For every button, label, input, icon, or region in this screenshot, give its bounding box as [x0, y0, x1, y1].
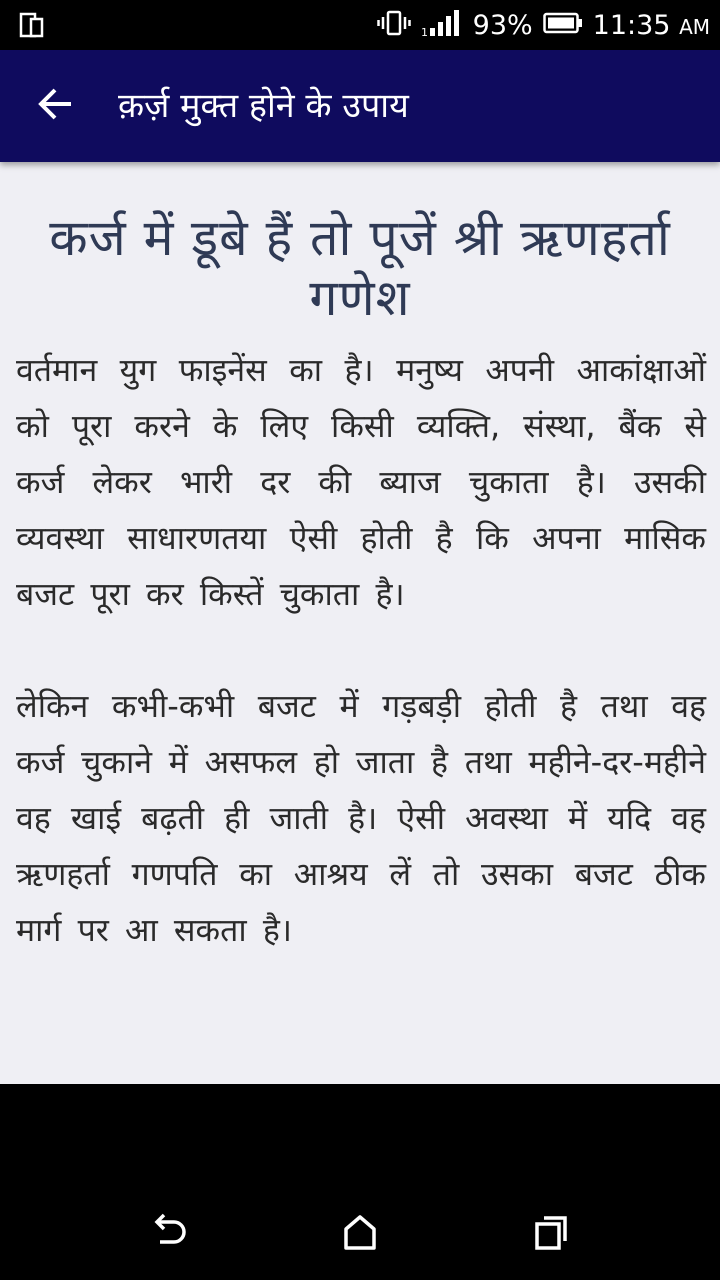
clock-ampm: AM — [679, 14, 710, 39]
app-bar — [0, 50, 720, 162]
svg-text:1: 1 — [420, 26, 428, 38]
back-nav-button[interactable] — [138, 1206, 198, 1262]
arrow-back-icon — [36, 84, 76, 128]
vibrate-icon — [377, 8, 411, 42]
status-bar — [0, 0, 720, 50]
article-title: कर्ज में डूबे हैं तो पूजें श्री ऋणहर्ता गणेश — [49, 209, 671, 327]
back-button[interactable] — [28, 78, 84, 134]
article-content[interactable] — [0, 162, 720, 1084]
recents-nav-button[interactable] — [522, 1206, 582, 1262]
signal-icon — [421, 8, 463, 42]
home-nav-button[interactable] — [330, 1206, 390, 1262]
back-nav-icon — [146, 1212, 190, 1256]
recents-nav-icon — [532, 1212, 572, 1256]
article-paragraph: वर्तमान युग फाइनेंस का है। मनुष्य अपनी आकांक्षाओं को पूरा करने के लिए किसी व्यक्ति, संस्था, बैंक से कर्ज लेकर भारी दर की ब्याज चुकाता है। उसकी व्यवस्था साधारणतया ऐसी होती है कि अपना मासिक बजट पूरा कर किस्तें चुकाता है। — [16, 351, 706, 613]
app-title: क़र्ज़ मुक्त होने के उपाय — [118, 86, 409, 126]
dual-screen-icon — [18, 10, 48, 40]
clock-time: 11:35 — [592, 9, 671, 41]
battery-percent: 93% — [472, 9, 533, 41]
home-nav-icon — [340, 1212, 380, 1256]
battery-icon — [543, 11, 583, 39]
clock — [593, 10, 710, 41]
article-paragraph: लेकिन कभी-कभी बजट में गड़बड़ी होती है तथा वह कर्ज चुकाने में असफल हो जाता है तथा महीने-दर-महीने वह खाई बढ़ती ही जाती है। ऐसी अवस्था में यदि वह ऋणहर्ता गणपति का आश्रय लें तो उसका बजट ठीक मार्ग पर आ सकता है। — [16, 687, 706, 949]
